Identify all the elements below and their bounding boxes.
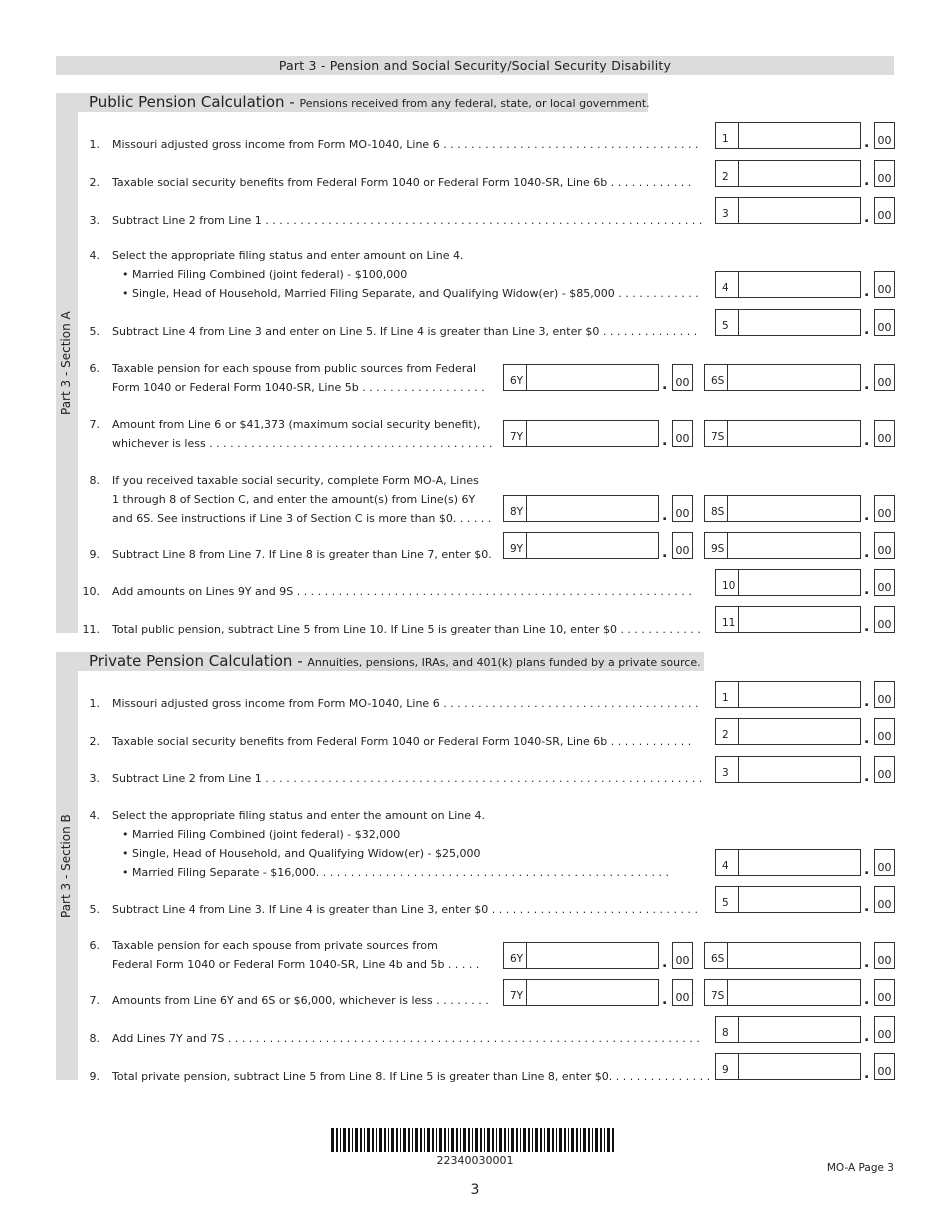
cents-field-6S[interactable]: 00 (874, 364, 895, 391)
amount-field-6Y[interactable] (503, 942, 659, 969)
barcode-bar (427, 1128, 430, 1152)
decimal-point: . (864, 377, 870, 393)
line-text: • Married Filing Combined (joint federal) - $100,000 (122, 268, 408, 281)
field-label: 3 (722, 208, 729, 220)
line-text: Missouri adjusted gross income from Form MO-1040, Line 6 . . . . . . . . . . . . . . . . . . . . . . . . . . . . . . . . . . . . . (112, 697, 699, 710)
amount-field-4[interactable] (715, 271, 861, 298)
line-text: Select the appropriate filing status and enter the amount on Line 4. (112, 809, 485, 822)
field-divider (526, 365, 527, 390)
decimal-point: . (864, 545, 870, 561)
line-text: • Single, Head of Household, Married Filing Separate, and Qualifying Widow(er) - $85,000 . . . . . . . . . . . . (122, 287, 699, 300)
barcode-bar (523, 1128, 526, 1152)
cents-field-5[interactable]: 00 (874, 886, 895, 913)
line-number: 9. (89, 548, 100, 561)
decimal-point: . (864, 210, 870, 226)
barcode-bar (475, 1128, 478, 1152)
line-number: 3. (89, 772, 100, 785)
cents-field-6Y[interactable]: 00 (672, 364, 693, 391)
barcode-bar (403, 1128, 406, 1152)
barcode-bar (592, 1128, 593, 1152)
barcode-bar (360, 1128, 362, 1152)
line-text: Subtract Line 2 from Line 1 . . . . . . . . . . . . . . . . . . . . . . . . . . . . . . . . . . . . . . . . . . . . . . . . . . . . . . . . . . . . . . . (112, 772, 703, 785)
barcode-bar (556, 1128, 557, 1152)
barcode-bar (468, 1128, 470, 1152)
field-divider (526, 496, 527, 521)
barcode-bar (355, 1128, 358, 1152)
decimal-point: . (864, 1066, 870, 1082)
field-label: 4 (722, 282, 729, 294)
amount-field-5[interactable] (715, 886, 861, 913)
line-text: Subtract Line 4 from Line 3. If Line 4 is greater than Line 3, enter $0 . . . . . . . . . . . . . . . . . . . . . . . . . . . . . . (112, 903, 699, 916)
cents-field-4[interactable]: 00 (874, 271, 895, 298)
field-divider (738, 161, 739, 186)
barcode-bar (388, 1128, 389, 1152)
line-number: 2. (89, 735, 100, 748)
amount-field-2[interactable] (715, 160, 861, 187)
cents-field-7Y[interactable]: 00 (672, 979, 693, 1006)
field-divider (727, 421, 728, 446)
barcode-bar (451, 1128, 454, 1152)
barcode-bar (372, 1128, 374, 1152)
field-label: 2 (722, 729, 729, 741)
field-label: 4 (722, 860, 729, 872)
field-divider (738, 607, 739, 632)
decimal-point: . (662, 433, 668, 449)
field-divider (727, 533, 728, 558)
line-number: 4. (89, 249, 100, 262)
barcode-bar (576, 1128, 578, 1152)
barcode-bar (460, 1128, 461, 1152)
line-number: 6. (89, 939, 100, 952)
field-label: 5 (722, 897, 729, 909)
amount-field-4[interactable] (715, 849, 861, 876)
cents-field-1[interactable]: 00 (874, 681, 895, 708)
decimal-point: . (662, 992, 668, 1008)
decimal-point: . (864, 582, 870, 598)
amount-field-7S[interactable] (704, 420, 861, 447)
decimal-point: . (864, 173, 870, 189)
line-text: • Married Filing Combined (joint federal) - $32,000 (122, 828, 401, 841)
barcode-bar (612, 1128, 614, 1152)
barcode-bar (396, 1128, 398, 1152)
barcode-bar (600, 1128, 602, 1152)
field-divider (738, 682, 739, 707)
amount-field-3[interactable] (715, 756, 861, 783)
barcode-bar (568, 1128, 569, 1152)
field-label: 6Y (510, 375, 524, 387)
barcode-bar (547, 1128, 550, 1152)
cents-field-3[interactable]: 00 (874, 197, 895, 224)
amount-field-10[interactable] (715, 569, 861, 596)
decimal-point: . (864, 508, 870, 524)
barcode-bar (540, 1128, 542, 1152)
cents-field-3[interactable]: 00 (874, 756, 895, 783)
barcode-bar (571, 1128, 574, 1152)
line-number: 5. (89, 903, 100, 916)
barcode-bar (352, 1128, 353, 1152)
decimal-point: . (864, 731, 870, 747)
barcode-bar (364, 1128, 365, 1152)
barcode-bar (376, 1128, 377, 1152)
cents-field-10[interactable]: 00 (874, 569, 895, 596)
line-text: Subtract Line 2 from Line 1 . . . . . . . . . . . . . . . . . . . . . . . . . . . . . . . . . . . . . . . . . . . . . . . . . . . . . . . . . . . . . . . (112, 214, 703, 227)
section-b-side-label: Part 3 - Section B (59, 814, 73, 918)
line-number: 7. (89, 994, 100, 1007)
field-label: 2 (722, 171, 729, 183)
cents-field-8Y[interactable]: 00 (672, 495, 693, 522)
line-text: Total private pension, subtract Line 5 from Line 8. If Line 5 is greater than Line 8, enter $0. . . . . . . . . . . . . . . (112, 1070, 711, 1083)
part-header: Part 3 - Pension and Social Security/Social Security Disability (56, 56, 894, 75)
amount-field-7Y[interactable] (503, 979, 659, 1006)
field-label: 8 (722, 1027, 729, 1039)
amount-field-2[interactable] (715, 718, 861, 745)
field-divider (738, 1054, 739, 1079)
amount-field-6Y[interactable] (503, 364, 659, 391)
line-text: Amount from Line 6 or $41,373 (maximum social security benefit), (112, 418, 481, 431)
field-label: 6S (711, 953, 725, 965)
line-text: Subtract Line 4 from Line 3 and enter on Line 5. If Line 4 is greater than Line 3, enter $0 . . . . . . . . . . . . . . (112, 325, 698, 338)
barcode-bar (484, 1128, 485, 1152)
line-number: 5. (89, 325, 100, 338)
decimal-point: . (864, 694, 870, 710)
line-text: Amounts from Line 6Y and 6S or $6,000, whichever is less . . . . . . . . (112, 994, 489, 1007)
barcode-bar (436, 1128, 437, 1152)
barcode-bar (532, 1128, 533, 1152)
barcode-bar (580, 1128, 581, 1152)
cents-field-6Y[interactable]: 00 (672, 942, 693, 969)
barcode-number: 22340030001 (436, 1154, 514, 1167)
barcode-bar (492, 1128, 494, 1152)
amount-field-9S[interactable] (704, 532, 861, 559)
field-label: 6S (711, 375, 725, 387)
decimal-point: . (864, 284, 870, 300)
field-label: 7S (711, 990, 725, 1002)
field-label: 7S (711, 431, 725, 443)
barcode-bar (463, 1128, 466, 1152)
barcode-bar (520, 1128, 521, 1152)
field-label: 11 (722, 617, 736, 629)
barcode-bar (552, 1128, 554, 1152)
decimal-point: . (864, 619, 870, 635)
barcode-bar (487, 1128, 490, 1152)
line-text: whichever is less . . . . . . . . . . . . . . . . . . . . . . . . . . . . . . . . . . . . . . . . . (112, 437, 493, 450)
decimal-point: . (662, 377, 668, 393)
decimal-point: . (864, 135, 870, 151)
field-divider (526, 943, 527, 968)
field-label: 9S (711, 543, 725, 555)
barcode-bar (456, 1128, 458, 1152)
line-number: 8. (89, 474, 100, 487)
barcode-bar (448, 1128, 449, 1152)
line-number: 8. (89, 1032, 100, 1045)
field-divider (738, 570, 739, 595)
decimal-point: . (864, 955, 870, 971)
line-text: Form 1040 or Federal Form 1040-SR, Line 5b . . . . . . . . . . . . . . . . . . (112, 381, 485, 394)
barcode-bar (412, 1128, 413, 1152)
field-label: 5 (722, 320, 729, 332)
line-text: Missouri adjusted gross income from Form MO-1040, Line 6 . . . . . . . . . . . . . . . . . . . . . . . . . . . . . . . . . . . . . (112, 138, 699, 151)
barcode-bar (544, 1128, 545, 1152)
cents-field-8S[interactable]: 00 (874, 495, 895, 522)
decimal-point: . (864, 769, 870, 785)
barcode-bar (511, 1128, 514, 1152)
barcode-bar (528, 1128, 530, 1152)
line-number: 4. (89, 809, 100, 822)
barcode-bar (444, 1128, 446, 1152)
amount-field-6S[interactable] (704, 364, 861, 391)
field-divider (738, 272, 739, 297)
amount-field-3[interactable] (715, 197, 861, 224)
field-divider (738, 719, 739, 744)
decimal-point: . (662, 545, 668, 561)
decimal-point: . (864, 433, 870, 449)
barcode-bar (588, 1128, 590, 1152)
line-text: Federal Form 1040 or Federal Form 1040-SR, Line 4b and 5b . . . . . (112, 958, 480, 971)
field-label: 3 (722, 767, 729, 779)
barcode-bar (480, 1128, 482, 1152)
amount-field-7Y[interactable] (503, 420, 659, 447)
section-b-title: Private Pension Calculation - Annuities, pensions, IRAs, and 401(k) plans funded by a private source. (78, 652, 704, 671)
barcode-bar (604, 1128, 605, 1152)
line-number: 1. (89, 138, 100, 151)
amount-field-6S[interactable] (704, 942, 861, 969)
barcode-bar (367, 1128, 370, 1152)
barcode-bar (508, 1128, 509, 1152)
field-label: 8Y (510, 506, 524, 518)
line-number: 3. (89, 214, 100, 227)
field-label: 10 (722, 580, 736, 592)
cents-field-9Y[interactable]: 00 (672, 532, 693, 559)
line-text: Total public pension, subtract Line 5 from Line 10. If Line 5 is greater than Line 10, enter $0 . . . . . . . . . . . . (112, 623, 701, 636)
decimal-point: . (662, 508, 668, 524)
decimal-point: . (864, 899, 870, 915)
decimal-point: . (662, 955, 668, 971)
cents-field-7S[interactable]: 00 (874, 420, 895, 447)
barcode-bar (496, 1128, 497, 1152)
page-label: MO-A Page 3 (826, 1162, 894, 1174)
line-text: Add Lines 7Y and 7S . . . . . . . . . . . . . . . . . . . . . . . . . . . . . . . . . . . . . . . . . . . . . . . . . . . . . . . . . . . . . . . . . . . . (112, 1032, 700, 1045)
field-label: 9 (722, 1064, 729, 1076)
line-text: • Married Filing Separate - $16,000. . . . . . . . . . . . . . . . . . . . . . . . . . . . . . . . . . . . . . . . . . . . . . . . . . . (122, 866, 669, 879)
amount-field-8[interactable] (715, 1016, 861, 1043)
barcode-bar (415, 1128, 418, 1152)
field-divider (738, 310, 739, 335)
field-divider (738, 198, 739, 223)
field-divider (727, 980, 728, 1005)
amount-field-1[interactable] (715, 681, 861, 708)
line-text: Taxable social security benefits from Federal Form 1040 or Federal Form 1040-SR, Line 6b . . . . . . . . . . . . (112, 735, 692, 748)
barcode-bar (504, 1128, 506, 1152)
line-text: Taxable pension for each spouse from private sources from (112, 939, 438, 952)
page-number: 3 (470, 1182, 480, 1198)
amount-field-7S[interactable] (704, 979, 861, 1006)
section-a-title: Public Pension Calculation - Pensions received from any federal, state, or local government. (78, 93, 648, 112)
barcode-bar (379, 1128, 382, 1152)
line-number: 2. (89, 176, 100, 189)
field-label: 9Y (510, 543, 524, 555)
line-number: 9. (89, 1070, 100, 1083)
field-divider (738, 757, 739, 782)
cents-field-1[interactable]: 00 (874, 122, 895, 149)
barcode-bar (472, 1128, 473, 1152)
amount-field-9[interactable] (715, 1053, 861, 1080)
barcode-bar (391, 1128, 394, 1152)
barcode-bar (331, 1128, 334, 1152)
barcode-bar (408, 1128, 410, 1152)
barcode-bar (400, 1128, 401, 1152)
cents-field-6S[interactable]: 00 (874, 942, 895, 969)
barcode-bar (607, 1128, 610, 1152)
barcode-bar (564, 1128, 566, 1152)
cents-field-2[interactable]: 00 (874, 718, 895, 745)
barcode-bar (424, 1128, 425, 1152)
field-label: 1 (722, 133, 729, 145)
field-label: 8S (711, 506, 725, 518)
field-divider (727, 365, 728, 390)
amount-field-5[interactable] (715, 309, 861, 336)
amount-field-8S[interactable] (704, 495, 861, 522)
cents-field-9[interactable]: 00 (874, 1053, 895, 1080)
barcode-bar (343, 1128, 346, 1152)
cents-field-7S[interactable]: 00 (874, 979, 895, 1006)
barcode (331, 1128, 618, 1152)
field-divider (526, 421, 527, 446)
section-a-side-label: Part 3 - Section A (59, 311, 73, 415)
barcode-bar (516, 1128, 518, 1152)
amount-field-9Y[interactable] (503, 532, 659, 559)
amount-field-8Y[interactable] (503, 495, 659, 522)
line-number: 6. (89, 362, 100, 375)
line-number: 1. (89, 697, 100, 710)
barcode-bar (348, 1128, 350, 1152)
field-divider (738, 850, 739, 875)
line-number: 10. (82, 585, 100, 598)
decimal-point: . (864, 1029, 870, 1045)
cents-field-2[interactable]: 00 (874, 160, 895, 187)
field-divider (738, 1017, 739, 1042)
barcode-bar (420, 1128, 422, 1152)
cents-field-4[interactable]: 00 (874, 849, 895, 876)
decimal-point: . (864, 992, 870, 1008)
line-text: Select the appropriate filing status and enter amount on Line 4. (112, 249, 464, 262)
decimal-point: . (864, 322, 870, 338)
field-divider (526, 980, 527, 1005)
amount-field-1[interactable] (715, 122, 861, 149)
line-number: 11. (82, 623, 100, 636)
line-text: and 6S. See instructions if Line 3 of Section C is more than $0. . . . . . (112, 512, 492, 525)
cents-field-7Y[interactable]: 00 (672, 420, 693, 447)
cents-field-9S[interactable]: 00 (874, 532, 895, 559)
barcode-bar (384, 1128, 386, 1152)
barcode-bar (535, 1128, 538, 1152)
line-text: Add amounts on Lines 9Y and 9S . . . . . . . . . . . . . . . . . . . . . . . . . . . . . . . . . . . . . . . . . . . . . . . . . . . . . . . . . (112, 585, 692, 598)
barcode-bar (499, 1128, 502, 1152)
barcode-bar (595, 1128, 598, 1152)
line-text: Taxable pension for each spouse from public sources from Federal (112, 362, 477, 375)
decimal-point: . (864, 862, 870, 878)
field-label: 6Y (510, 953, 524, 965)
cents-field-11[interactable]: 00 (874, 606, 895, 633)
line-text: If you received taxable social security, complete Form MO-A, Lines (112, 474, 479, 487)
barcode-bar (439, 1128, 442, 1152)
barcode-bar (432, 1128, 434, 1152)
barcode-bar (583, 1128, 586, 1152)
field-divider (727, 943, 728, 968)
amount-field-11[interactable] (715, 606, 861, 633)
cents-field-8[interactable]: 00 (874, 1016, 895, 1043)
field-divider (727, 496, 728, 521)
barcode-bar (336, 1128, 338, 1152)
field-divider (526, 533, 527, 558)
field-label: 7Y (510, 990, 524, 1002)
line-text: Subtract Line 8 from Line 7. If Line 8 is greater than Line 7, enter $0. (112, 548, 492, 561)
line-text: • Single, Head of Household, and Qualifying Widow(er) - $25,000 (122, 847, 481, 860)
barcode-bar (559, 1128, 562, 1152)
line-text: Taxable social security benefits from Federal Form 1040 or Federal Form 1040-SR, Line 6b . . . . . . . . . . . . (112, 176, 692, 189)
field-label: 1 (722, 692, 729, 704)
field-divider (738, 887, 739, 912)
cents-field-5[interactable]: 00 (874, 309, 895, 336)
line-text: 1 through 8 of Section C, and enter the amount(s) from Line(s) 6Y (112, 493, 476, 506)
field-label: 7Y (510, 431, 524, 443)
field-divider (738, 123, 739, 148)
barcode-bar (340, 1128, 341, 1152)
line-number: 7. (89, 418, 100, 431)
